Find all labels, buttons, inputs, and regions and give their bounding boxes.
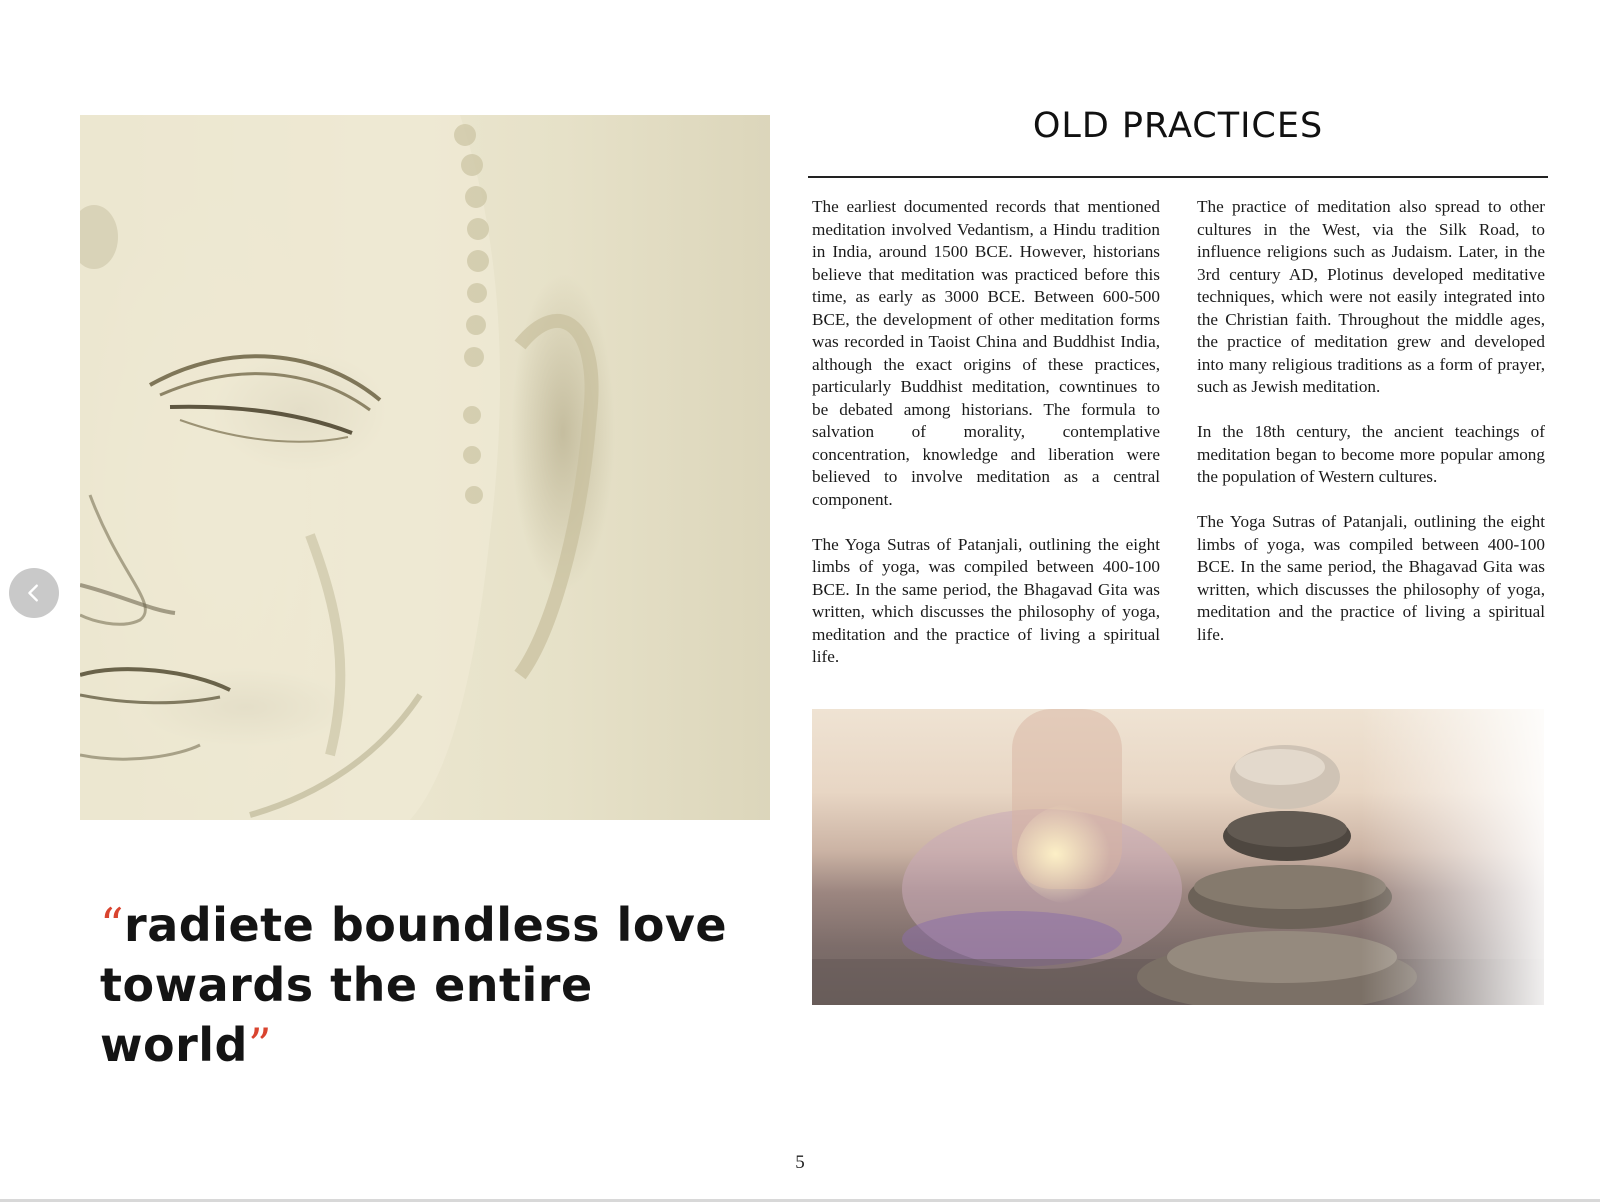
title-divider (808, 176, 1548, 178)
text-column-left (812, 196, 1160, 691)
page-title: OLD PRACTICES (1032, 106, 1324, 146)
buddha-face-photo (80, 115, 770, 820)
text-column-right (1197, 196, 1545, 669)
quote-text-line-1: radiete boundless love (124, 898, 728, 952)
stones-illustration (812, 709, 1544, 1005)
paragraph: In the 18th century, the ancient teachings of meditation began to become more popular among the population of Western cultures. (1197, 422, 1545, 486)
quote-line-2 (100, 955, 780, 1075)
stacked-stones-photo (812, 709, 1544, 1005)
chevron-left-icon (23, 582, 45, 604)
page-number: 5 (795, 1152, 805, 1173)
close-quote-mark: ” (247, 1018, 273, 1072)
paragraph: The Yoga Sutras of Patanjali, outlining the eight limbs of yoga, was compiled between 400-100 BCE. In the same period, the Bhagavad Gita was written, which discusses the philosophy of yoga, meditation and the practice of living a spiritual life. (1197, 512, 1545, 644)
pull-quote (100, 895, 780, 1075)
open-quote-mark: “ (100, 898, 125, 952)
quote-text-line-2: towards the entire world (100, 958, 593, 1072)
paragraph: The practice of meditation also spread to other cultures in the West, via the Silk Road, to influence religions such as Judaism. Later, in the 3rd century AD, Plotinus developed meditative techniques, which were not easily integrated into the Christian faith. Throughout the middle ages, the practice of meditation grew and developed into many religious traditions as a form of prayer, such as Jewish meditation. (1197, 197, 1545, 396)
quote-line-1 (100, 895, 780, 955)
buddha-face-illustration (80, 115, 770, 820)
previous-page-button[interactable] (9, 568, 59, 618)
paragraph: The Yoga Sutras of Patanjali, outlining the eight limbs of yoga, was compiled between 400-100 BCE. In the same period, the Bhagavad Gita was written, which discusses the philosophy of yoga, meditation and the practice of living a spiritual life. (812, 534, 1160, 666)
paragraph: The earliest documented records that mentioned meditation involved Vedantism, a Hindu tradition in India, around 1500 BCE. However, historians believe that meditation was practiced before this time, as early as 3000 BCE. Between 600-500 BCE, the development of other meditation forms was recorded in Taoist China and Buddhist India, although the exact origins of these practices, particularly Buddhist meditation, cowntinues to be debated among historians. The formula to salvation of morality, contemplative concentration, knowledge and liberation were believed to involve meditation as a central component. (812, 197, 1160, 509)
